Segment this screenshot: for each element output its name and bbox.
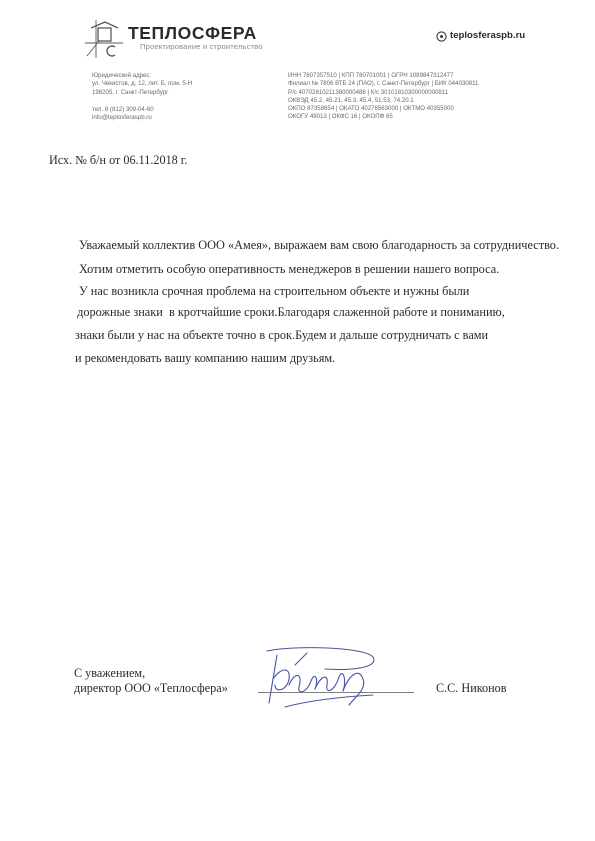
body-line: Уважаемый коллектив ООО «Амея», выражаем вам свою благодарность за сотрудничество. [79, 238, 560, 252]
teplosfera-logo-icon [85, 20, 123, 58]
legal-address-label: Юридический адрес: [92, 72, 152, 79]
company-phone: тел. 8 (812) 309-04-60 [92, 105, 154, 113]
requisite-line: ИНН 7807357510 | КПП 780701001 | ОГРН 1089847312477 [288, 72, 454, 79]
legal-address-city: 198205, г. Санкт-Петербург [92, 88, 169, 96]
company-brand-name: ТЕПЛОСФЕРА [128, 23, 257, 43]
signatory-position: директор ООО «Теплосфера» [74, 681, 228, 695]
requisite-line: ОКОГУ 49013 | ОКФС 16 | ОКОПФ 65 [288, 113, 393, 121]
body-line: У нас возникла срочная проблема на строительном объекте и нужны были [79, 284, 470, 298]
body-line: знаки были у нас на объекте точно в срок.Будем и дальше сотрудничать с вами [75, 328, 489, 342]
signatory-name: С.С. Никонов [436, 681, 507, 695]
director-signature [255, 645, 385, 715]
requisite-line: Филиал № 7806 ВТБ 24 (ПАО), г. Санкт-Петербург | БИК 044030811 [288, 80, 479, 88]
requisites-left [92, 72, 192, 122]
requisite-line: ОКПО 87358654 | ОКАТО 40276563000 | ОКТМО 40355000 [288, 105, 454, 113]
globe-icon [436, 31, 447, 42]
body-line: Хотим отметить особую оперативность менеджеров в решении нашего вопроса. [79, 262, 500, 276]
body-line: дорожные знаки в кротчайшие сроки.Благодаря слаженной работе и пониманию, [74, 305, 505, 319]
requisite-line: Р/с 40702810211380000488 | К/с 30101810300000000811 [288, 88, 449, 96]
company-tagline: Проектирование и строительство [140, 42, 263, 51]
closing-regards: С уважением, [74, 666, 146, 680]
company-email: info@teplosferaspb.ru [92, 114, 152, 122]
body-line: и рекомендовать вашу компанию нашим друзьям. [75, 351, 336, 365]
requisites-right [288, 72, 478, 122]
requisites-gap [92, 97, 192, 106]
requisite-line: ОКВЭД 45.2, 45.21, 45.3, 45.4, 51.53, 74.20.1 [288, 96, 414, 104]
legal-address-street: ул. Чекистов, д. 12, лит. Б, пом. 5-Н [92, 80, 193, 88]
outgoing-reference: Исх. № б/н от 06.11.2018 г. [49, 153, 188, 167]
company-website-link[interactable]: teplosferaspb.ru [450, 30, 526, 41]
